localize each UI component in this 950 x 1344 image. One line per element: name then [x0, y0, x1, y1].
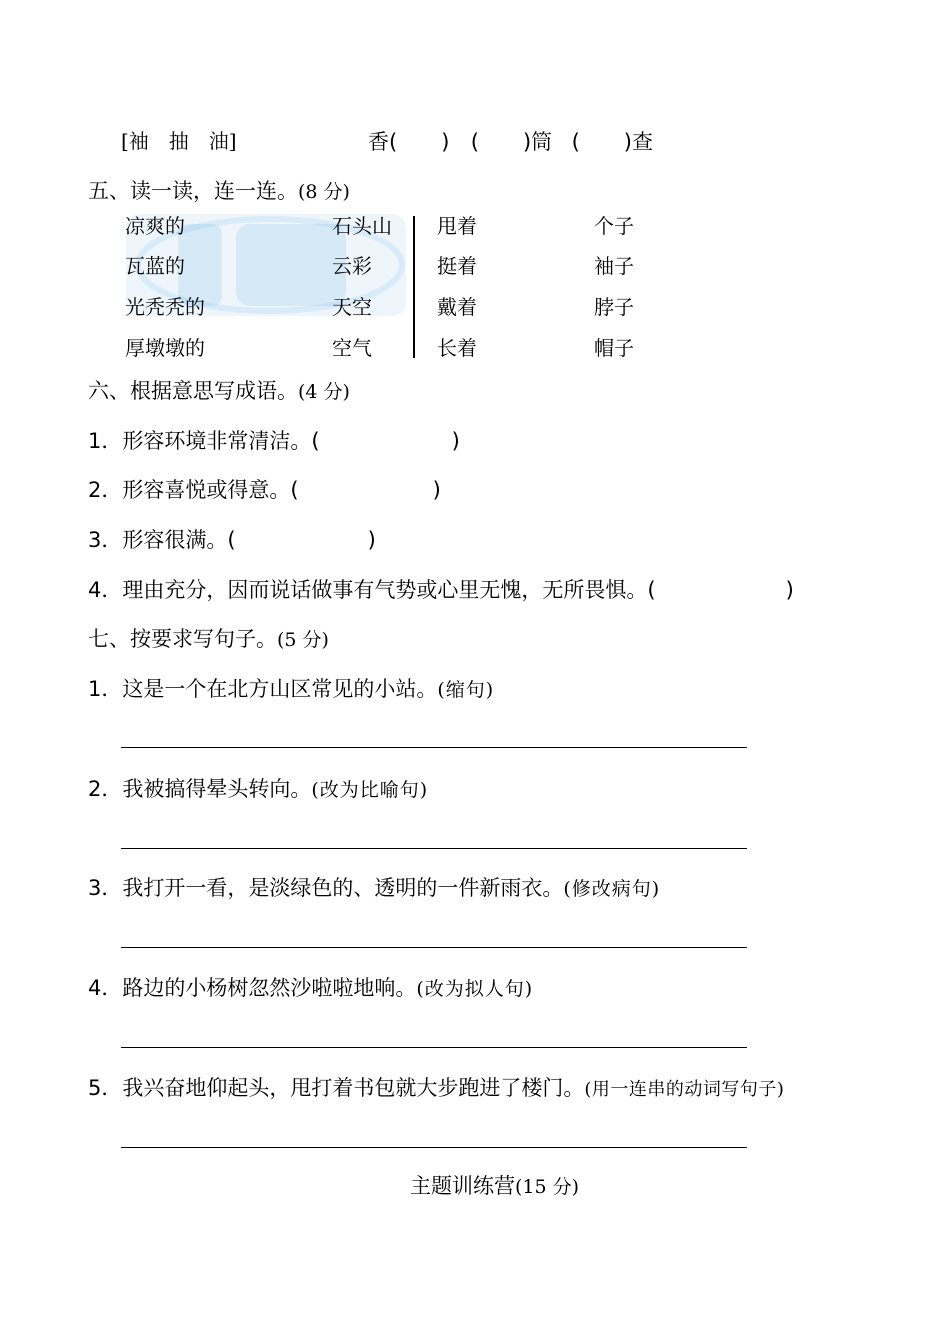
question-text: 我打开一看，是淡绿色的、透明的一件新雨衣。: [122, 876, 564, 900]
fill-blank-3-suffix: )查: [623, 130, 653, 154]
task-hint: (修改病句): [563, 878, 661, 900]
sentence-task-2: [88, 775, 428, 804]
question-number: 1．: [88, 429, 123, 453]
match-left-target-4[interactable]: 空气: [332, 336, 372, 360]
match-right-target-3[interactable]: 脖子: [594, 295, 634, 319]
task-hint: (改为比喻句): [311, 779, 429, 801]
question-text: 形容很满。(: [122, 528, 236, 552]
section-5-score: (8 分): [298, 181, 350, 203]
answer-line-5[interactable]: [121, 1147, 747, 1148]
idiom-question-3: [88, 526, 376, 554]
section-heading-score: (15 分): [515, 1176, 580, 1198]
section-6-title: [88, 377, 350, 406]
sentence-task-5: [88, 1074, 784, 1104]
question-number: 1．: [88, 677, 123, 701]
match-left-4[interactable]: 厚墩墩的: [125, 336, 205, 360]
idiom-question-2: [88, 476, 441, 504]
fill-blank-2-suffix: )筒: [522, 130, 553, 154]
match-right-target-1[interactable]: 个子: [594, 214, 634, 238]
sentence-task-3: [88, 874, 660, 903]
idiom-question-4: [88, 576, 794, 604]
question-number: 4．: [88, 578, 123, 602]
answer-line-2[interactable]: [121, 848, 747, 849]
sentence-task-4: [88, 974, 533, 1003]
question-text: 我被搞得晕头转向。: [122, 777, 312, 801]
answer-line-3[interactable]: [121, 947, 747, 948]
idiom-question-1: [88, 427, 460, 455]
question-text: 理由充分，因而说话做事有气势或心里无愧，无所畏惧。(: [122, 578, 656, 602]
fill-blank-2-prefix: (: [470, 130, 479, 154]
close-paren: ): [367, 528, 376, 552]
section-5-title: [88, 177, 350, 206]
fill-blank-1-suffix: ): [441, 130, 450, 154]
task-hint: (改为拟人句): [416, 978, 534, 1000]
fill-blank-3-prefix: (: [571, 130, 580, 154]
question-number: 4．: [88, 976, 123, 1000]
match-left-target-3[interactable]: 天空: [332, 295, 372, 319]
close-paren: ): [432, 478, 441, 502]
question-number: 2．: [88, 478, 123, 502]
answer-line-4[interactable]: [121, 1047, 747, 1048]
match-left-2[interactable]: 瓦蓝的: [125, 254, 185, 278]
section-7-score: (5 分): [277, 629, 329, 651]
match-left-target-2[interactable]: 云彩: [332, 254, 372, 278]
match-right-target-4[interactable]: 帽子: [594, 336, 634, 360]
section-heading: [410, 1172, 579, 1201]
match-left-target-1[interactable]: 石头山: [332, 214, 392, 238]
section-heading-text: 主题训练营: [410, 1174, 515, 1198]
section-6-title-text: 六、根据意思写成语。: [88, 379, 298, 403]
section-7-title-text: 七、按要求写句子。: [88, 627, 277, 651]
match-right-2[interactable]: 挺着: [437, 254, 477, 278]
match-right-target-2[interactable]: 袖子: [594, 254, 634, 278]
question-text: 形容喜悦或得意。(: [122, 478, 299, 502]
section-7-title: [88, 625, 329, 654]
question-number: 2．: [88, 777, 123, 801]
question-number: 3．: [88, 528, 123, 552]
section-6-score: (4 分): [298, 381, 350, 403]
match-left-1[interactable]: 凉爽的: [125, 214, 185, 238]
task-hint: (缩句): [437, 679, 495, 701]
fill-blank-1-prefix: 香(: [368, 130, 398, 154]
close-paren: ): [451, 429, 460, 453]
close-paren: ): [785, 578, 794, 602]
section-5-title-text: 五、读一读，连一连。: [88, 179, 298, 203]
question-number: 3．: [88, 876, 123, 900]
task-hint: (用一连串的动词写句子): [584, 1079, 785, 1100]
bracket-words: [袖 抽 油]: [121, 129, 237, 153]
question-text: 形容环境非常清洁。(: [122, 429, 320, 453]
match-right-3[interactable]: 戴着: [437, 295, 477, 319]
match-right-1[interactable]: 甩着: [437, 214, 477, 238]
question-text: 我兴奋地仰起头，甩打着书包就大步跑进了楼门。: [122, 1076, 585, 1100]
question-text: 路边的小杨树忽然沙啦啦地响。: [122, 976, 417, 1000]
match-divider: [413, 216, 415, 358]
match-right-4[interactable]: 长着: [437, 336, 477, 360]
question-number: 5．: [88, 1076, 123, 1100]
sentence-task-1: [88, 675, 494, 704]
fill-blank-row: [368, 128, 653, 156]
answer-line-1[interactable]: [121, 747, 747, 748]
question-text: 这是一个在北方山区常见的小站。: [122, 677, 438, 701]
match-left-3[interactable]: 光秃秃的: [125, 295, 205, 319]
